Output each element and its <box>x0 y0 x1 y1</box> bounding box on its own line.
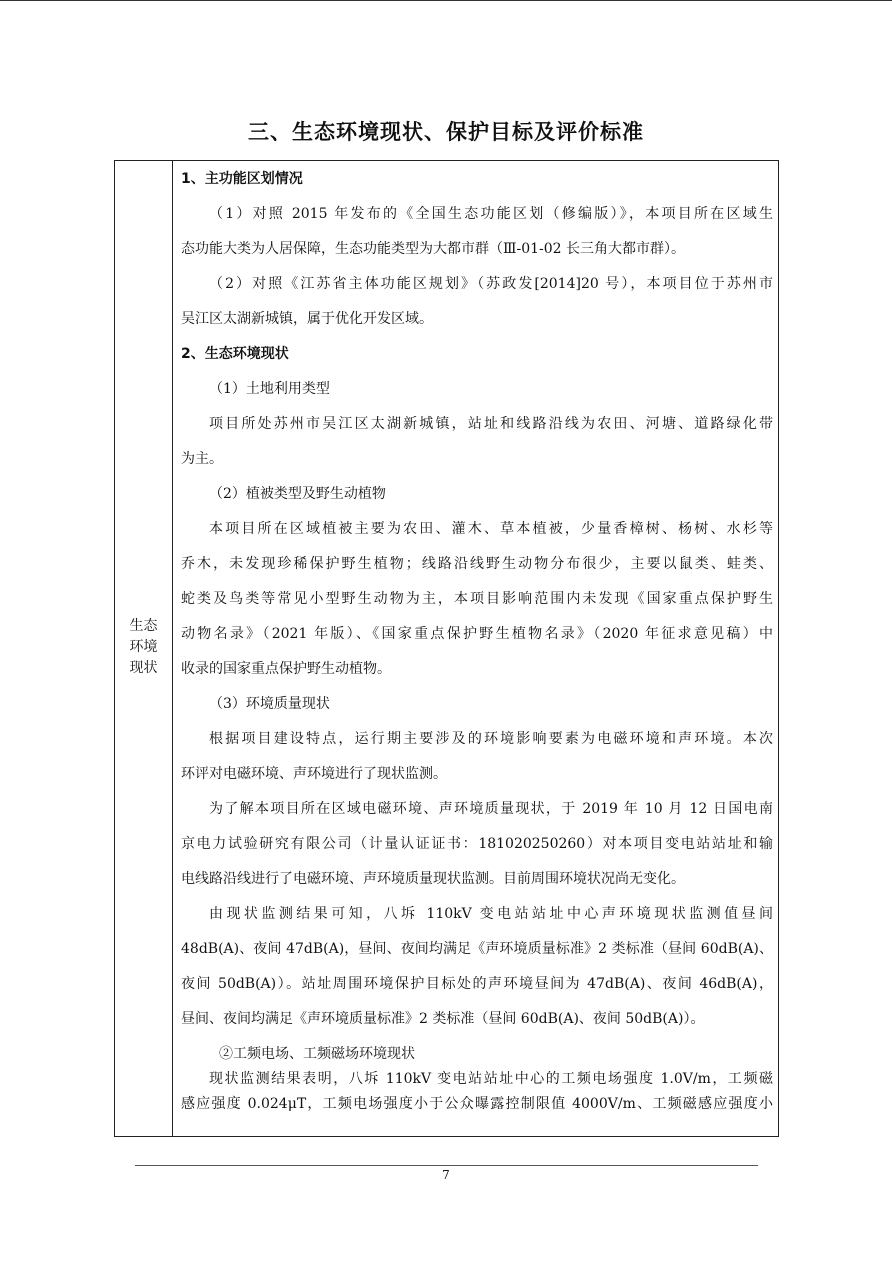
text-line: 电线路沿线进行了电磁环境、声环境质量现状监测。目前周围环境状况尚无变化。 <box>181 871 685 887</box>
text-line: 根据项目建设特点，运行期主要涉及的环境影响要素为电磁环境和声环境。本次 <box>209 731 773 747</box>
row-header-line: 生态 <box>129 618 158 634</box>
page-number: 7 <box>442 1168 450 1182</box>
row-header-line: 现状 <box>129 660 158 676</box>
content-table <box>114 160 779 1137</box>
section-heading: 2、生态环境现状 <box>181 346 289 362</box>
text-line: 夜间 50dB(A)）。站址周围环境保护目标处的声环境昼间为 47dB(A)、夜间 46dB(A)， <box>181 976 773 992</box>
text-line: （1）对照 2015 年发布的《全国生态功能区划（修编版）》，本项目所在区域生 <box>209 206 773 222</box>
text-line: 动物名录》（2021 年版）、《国家重点保护野生植物名录》（2020 年征求意见稿）中 <box>181 626 773 642</box>
top-border-line <box>0 0 892 1</box>
text-line: 蛇类及鸟类等常见小型野生动物为主，本项目影响范围内未发现《国家重点保护野生 <box>181 591 773 607</box>
section-heading: 1、主功能区划情况 <box>181 171 303 187</box>
text-line: 吴江区太湖新城镇，属于优化开发区域。 <box>181 311 433 327</box>
column-divider <box>172 161 173 1136</box>
row-header-label <box>115 616 172 679</box>
text-line: 现状监测结果表明，八坼 110kV 变电站站址中心的工频电场强度 1.0V/m，工频磁 <box>209 1071 773 1087</box>
text-line: 环评对电磁环境、声环境进行了现状监测。 <box>181 766 447 782</box>
text-line: 昼间、夜间均满足《声环境质量标准》2 类标准（昼间 60dB(A)、夜间 50dB(A)）。 <box>181 1011 705 1027</box>
text-line: 为主。 <box>181 451 223 467</box>
text-line: 由现状监测结果可知，八坼 110kV 变电站站址中心声环境现状监测值昼间 <box>209 906 773 922</box>
text-line: （2）植被类型及野生动植物 <box>209 486 386 502</box>
text-line: （1）土地利用类型 <box>209 381 330 397</box>
row-header-line: 环境 <box>129 639 158 655</box>
text-line: 为了解本项目所在区域电磁环境、声环境质量现状，于 2019 年 10 月 12 日国电南 <box>209 801 773 817</box>
text-line: （3）环境质量现状 <box>209 696 330 712</box>
text-line: 项目所处苏州市吴江区太湖新城镇，站址和线路沿线为农田、河塘、道路绿化带 <box>209 416 773 432</box>
text-line: 京电力试验研究有限公司（计量认证证书：181020250260）对本项目变电站站址和输 <box>181 836 773 852</box>
text-line: 感应强度 0.024μT，工频电场强度小于公众曝露控制限值 4000V/m、工频磁感应强度小 <box>181 1096 773 1112</box>
text-line: 乔木，未发现珍稀保护野生植物；线路沿线野生动物分布很少，主要以鼠类、蛙类、 <box>181 556 773 572</box>
text-line: 48dB(A)、夜间 47dB(A)，昼间、夜间均满足《声环境质量标准》2 类标准（昼间 60dB(A)、 <box>181 941 773 957</box>
text-line: （2）对照《江苏省主体功能区规划》（苏政发[2014]20 号），本项目位于苏州市 <box>209 276 773 292</box>
text-line: 本项目所在区域植被主要为农田、灌木、草本植被，少量香樟树、杨树、水杉等 <box>209 521 773 537</box>
text-line: 态功能大类为人居保障，生态功能类型为大都市群（Ⅲ-01-02 长三角大都市群）。 <box>181 241 686 257</box>
text-line: 收录的国家重点保护野生动植物。 <box>181 661 391 677</box>
footer-rule <box>135 1165 758 1166</box>
text-line: ②工频电场、工频磁场环境现状 <box>219 1046 415 1062</box>
table-content-cell <box>181 169 773 1119</box>
section-title: 三、生态环境现状、保护目标及评价标准 <box>248 120 644 144</box>
